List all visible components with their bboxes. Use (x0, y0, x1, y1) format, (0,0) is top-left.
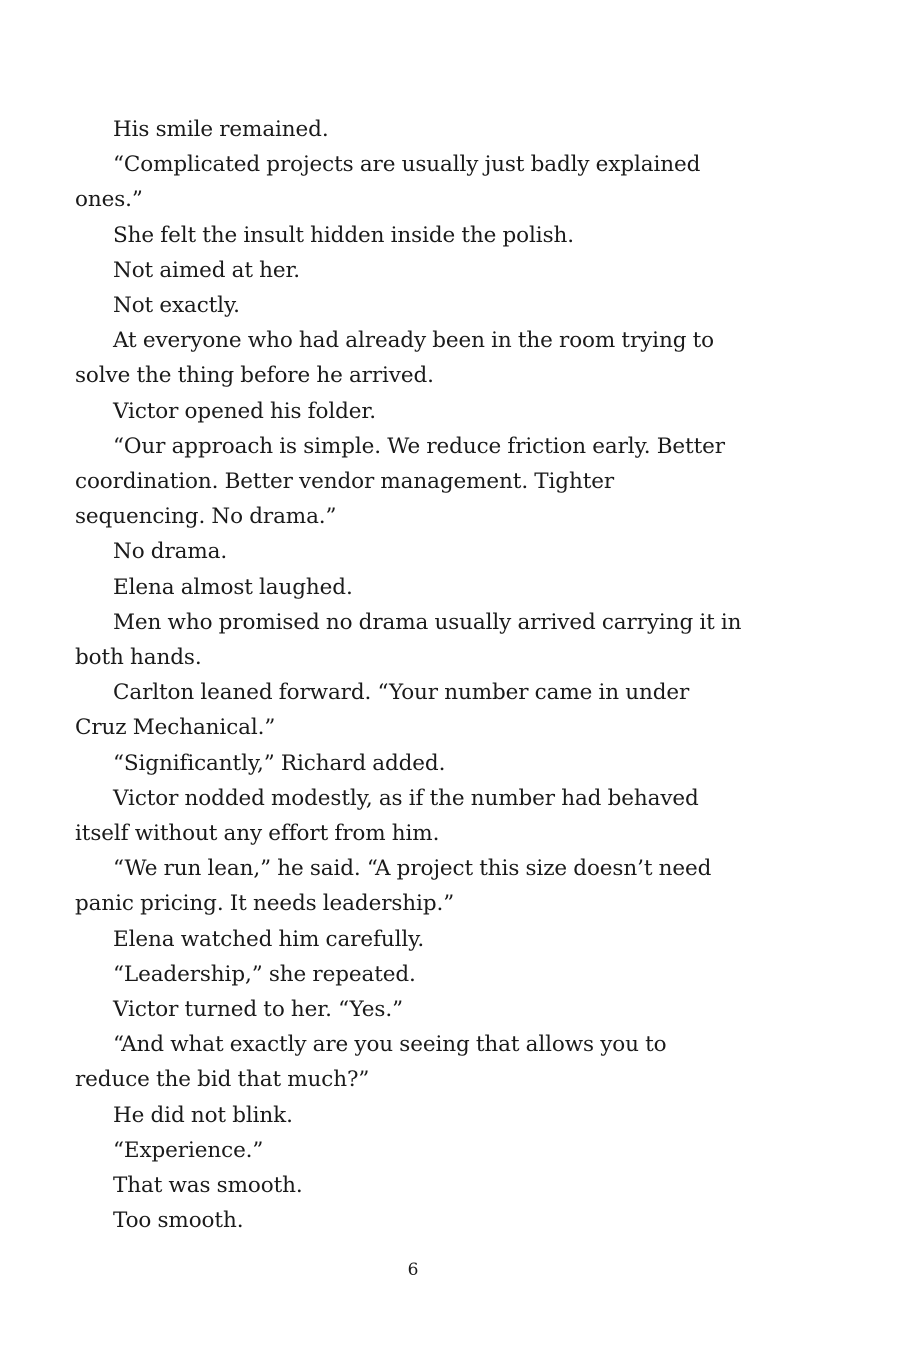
paragraph: She felt the insult hidden inside the polish. (113, 222, 574, 248)
paragraph: Too smooth. (113, 1208, 244, 1234)
paragraph: That was smooth. (113, 1173, 303, 1199)
paragraph: At everyone who had already been in the room trying to solve the thing before he arrived. (75, 328, 714, 389)
paragraph: “We run lean,” he said. “A project this size doesn’t need panic pricing. It needs leadership.” (75, 856, 712, 917)
paragraph: Carlton leaned forward. “Your number came in under Cruz Mechanical.” (75, 680, 690, 741)
paragraph: His smile remained. (113, 117, 329, 142)
paragraph: “And what exactly are you seeing that allows you to reduce the bid that much?” (75, 1032, 667, 1093)
paragraph: “Leadership,” she repeated. (113, 961, 416, 987)
paragraph: Victor opened his folder. (113, 398, 376, 424)
paragraph: “Significantly,” Richard added. (113, 750, 446, 776)
page-body (75, 112, 745, 1239)
page-number: 6 (407, 1260, 419, 1280)
paragraph: Victor turned to her. “Yes.” (113, 997, 403, 1023)
paragraph: “Our approach is simple. We reduce friction early. Better coordination. Better vendor management. Tighter sequencing. No drama.” (75, 433, 725, 530)
paragraph: Victor nodded modestly, as if the number had behaved itself without any effort from him. (75, 785, 699, 847)
paragraph: He did not blink. (113, 1102, 293, 1128)
paragraph: Not exactly. (113, 293, 240, 319)
paragraph: “Complicated projects are usually just badly explained ones.” (75, 152, 701, 213)
paragraph: Not aimed at her. (113, 257, 301, 283)
paragraph: “Experience.” (113, 1137, 264, 1163)
paragraph: Men who promised no drama usually arrived carrying it in both hands. (75, 609, 742, 671)
paragraph: Elena watched him carefully. (113, 926, 425, 952)
paragraph: No drama. (113, 539, 228, 565)
paragraph: Elena almost laughed. (113, 574, 353, 600)
